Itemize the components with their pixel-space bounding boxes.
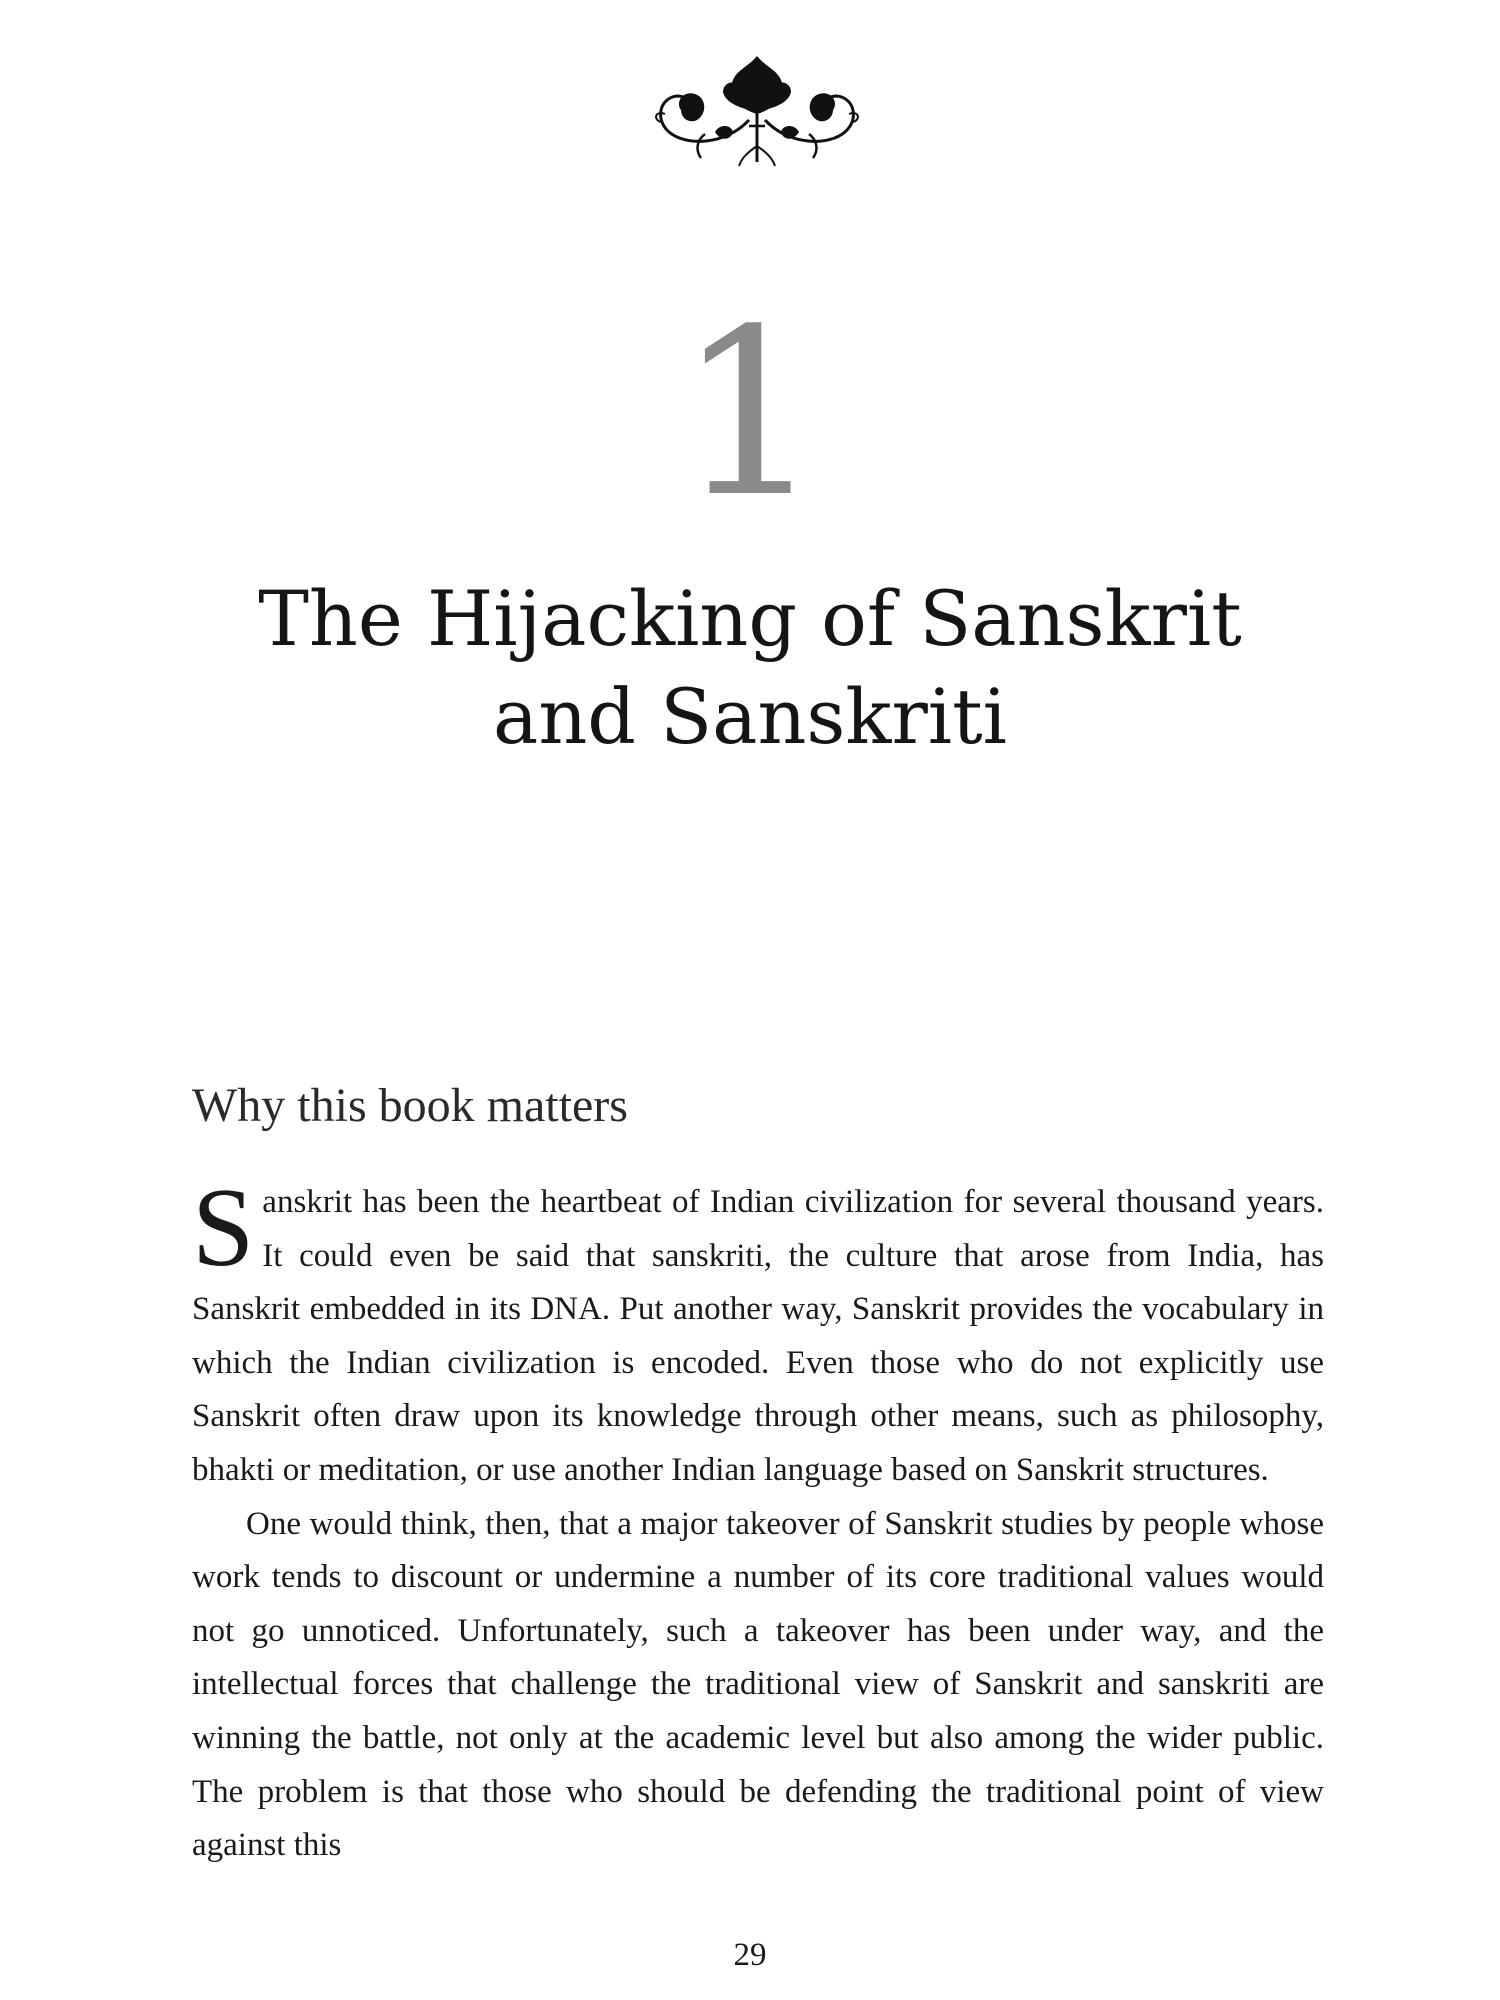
paragraph-2: One would think, then, that a major takeover of Sanskrit studies by people whose work tends to discount or undermine a number of its core traditional values would not go unnoticed. Unfortunately, such a takeover has been under way, and the intellectual forces that challenge the traditional view of Sanskrit and sanskriti are winning the battle, not only at the academic level but also among the wider public. The problem is that those who should be defending the traditional point of view against this bbox=[192, 1505, 1324, 1864]
body-text bbox=[192, 1166, 1324, 1873]
chapter-title bbox=[200, 570, 1300, 766]
page-number: 29 bbox=[733, 1937, 767, 1973]
chapter-number: 1 bbox=[676, 281, 824, 548]
lotus-ornament-icon bbox=[645, 50, 869, 168]
chapter-title-line-1: The Hijacking of Sanskrit bbox=[258, 574, 1242, 663]
chapter-title-line-2: and Sanskriti bbox=[493, 672, 1007, 761]
section-heading: Why this book matters bbox=[192, 1079, 628, 1132]
paragraph-1: Sanskrit has been the heartbeat of Indian civilization for several thousand years. It could even be said that sanskriti, the culture that arose from India, has Sanskrit embedded in its DNA. Put another way, Sanskrit provides the vocabulary in which the Indian civilization is encoded. Even those who do not explicitly use Sanskrit often draw upon its knowledge through other means, such as philosophy, bhakti or meditation, or use another Indian language based on Sanskrit structures. bbox=[192, 1166, 1324, 1488]
